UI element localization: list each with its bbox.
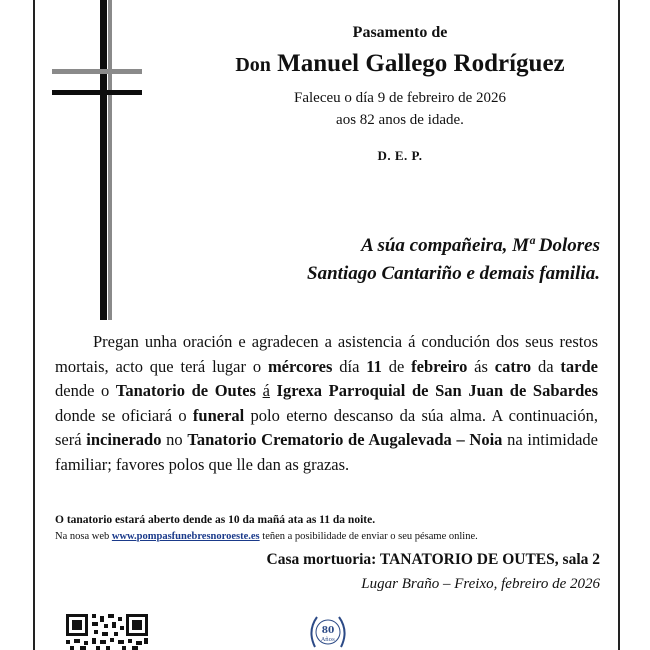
family-block (160, 232, 600, 288)
text-segment: donde se oficiará o (55, 405, 193, 425)
mortuary-name: TANATORIO DE OUTES (379, 551, 555, 568)
text-segment: polo eterno descanso da súa alma. A continuación, será (55, 405, 598, 449)
text-segment: no (161, 430, 188, 449)
age-line: aos 82 anos de idade. (336, 112, 464, 128)
text-segment: dende o (55, 381, 116, 400)
intro-line: Pasamento de (352, 24, 448, 41)
text-segment: día (332, 356, 367, 376)
web-note (55, 531, 598, 542)
mortuary-label: Casa mortuoria: (266, 551, 380, 568)
text-segment: de (381, 356, 412, 376)
cross-icon (52, 0, 142, 320)
website-link[interactable]: www.pompasfunebresnoroeste.es (111, 531, 260, 542)
hour: catro (494, 356, 532, 376)
crematorium-name: Tanatorio Crematorio de Augalevada – Noia (187, 430, 503, 449)
family-line-2: Santiago Cantariño e demais familia. (307, 263, 600, 284)
month: febreiro (411, 356, 468, 376)
cremation-word: incinerado (86, 430, 162, 449)
day-number: 11 (366, 356, 382, 376)
church-name: Igrexa Parroquial de San Juan de Sabardes (276, 381, 599, 400)
opening-hours-note: O tanatorio estará aberto dende as 10 da mañá ata as 11 da noite. (55, 514, 376, 526)
announcement-paragraph (55, 330, 598, 477)
place-and-date: Lugar Braño – Freixo, febreiro de 2026 (361, 576, 600, 592)
day-of-week: mércores (267, 356, 333, 376)
qr-code-icon[interactable] (66, 614, 148, 650)
anniversary-badge-icon (307, 613, 349, 650)
text-segment (270, 381, 277, 400)
time-of-day: tarde (560, 356, 598, 376)
rip-line: D. E. P. (377, 148, 423, 163)
web-note-prefix: Na nosa web (55, 531, 112, 542)
funeral-word: funeral (192, 405, 245, 425)
family-line-1: A súa compañeira, Mª Dolores (361, 235, 600, 256)
mortuary-line (267, 551, 600, 569)
text-segment: Pregan unha oración e agradecen a asistencia á condución dos seus restos mortais, acto que terá lugar o (55, 332, 598, 376)
text-segment: ás (467, 356, 495, 376)
honorific: Don (235, 54, 271, 76)
text-segment: na intimidade familiar; favores polos que lle dan as grazas. (55, 430, 598, 474)
page-border-left (33, 0, 35, 650)
mortuary-room: , sala 2 (554, 551, 600, 568)
underlined-word: á (262, 381, 270, 400)
badge-word: Años (321, 637, 335, 643)
web-note-suffix: teñen a posibilidade de enviar o seu pésame online. (259, 531, 478, 542)
deceased-full-name: Manuel Gallego Rodríguez (277, 50, 565, 77)
badge-number: 80 (321, 626, 335, 636)
text-segment: da (531, 356, 561, 376)
funeral-home: Tanatorio de Outes (115, 381, 256, 400)
deceased-name (180, 50, 620, 78)
death-date: Faleceu o día 9 de febreiro de 2026 (294, 90, 506, 106)
